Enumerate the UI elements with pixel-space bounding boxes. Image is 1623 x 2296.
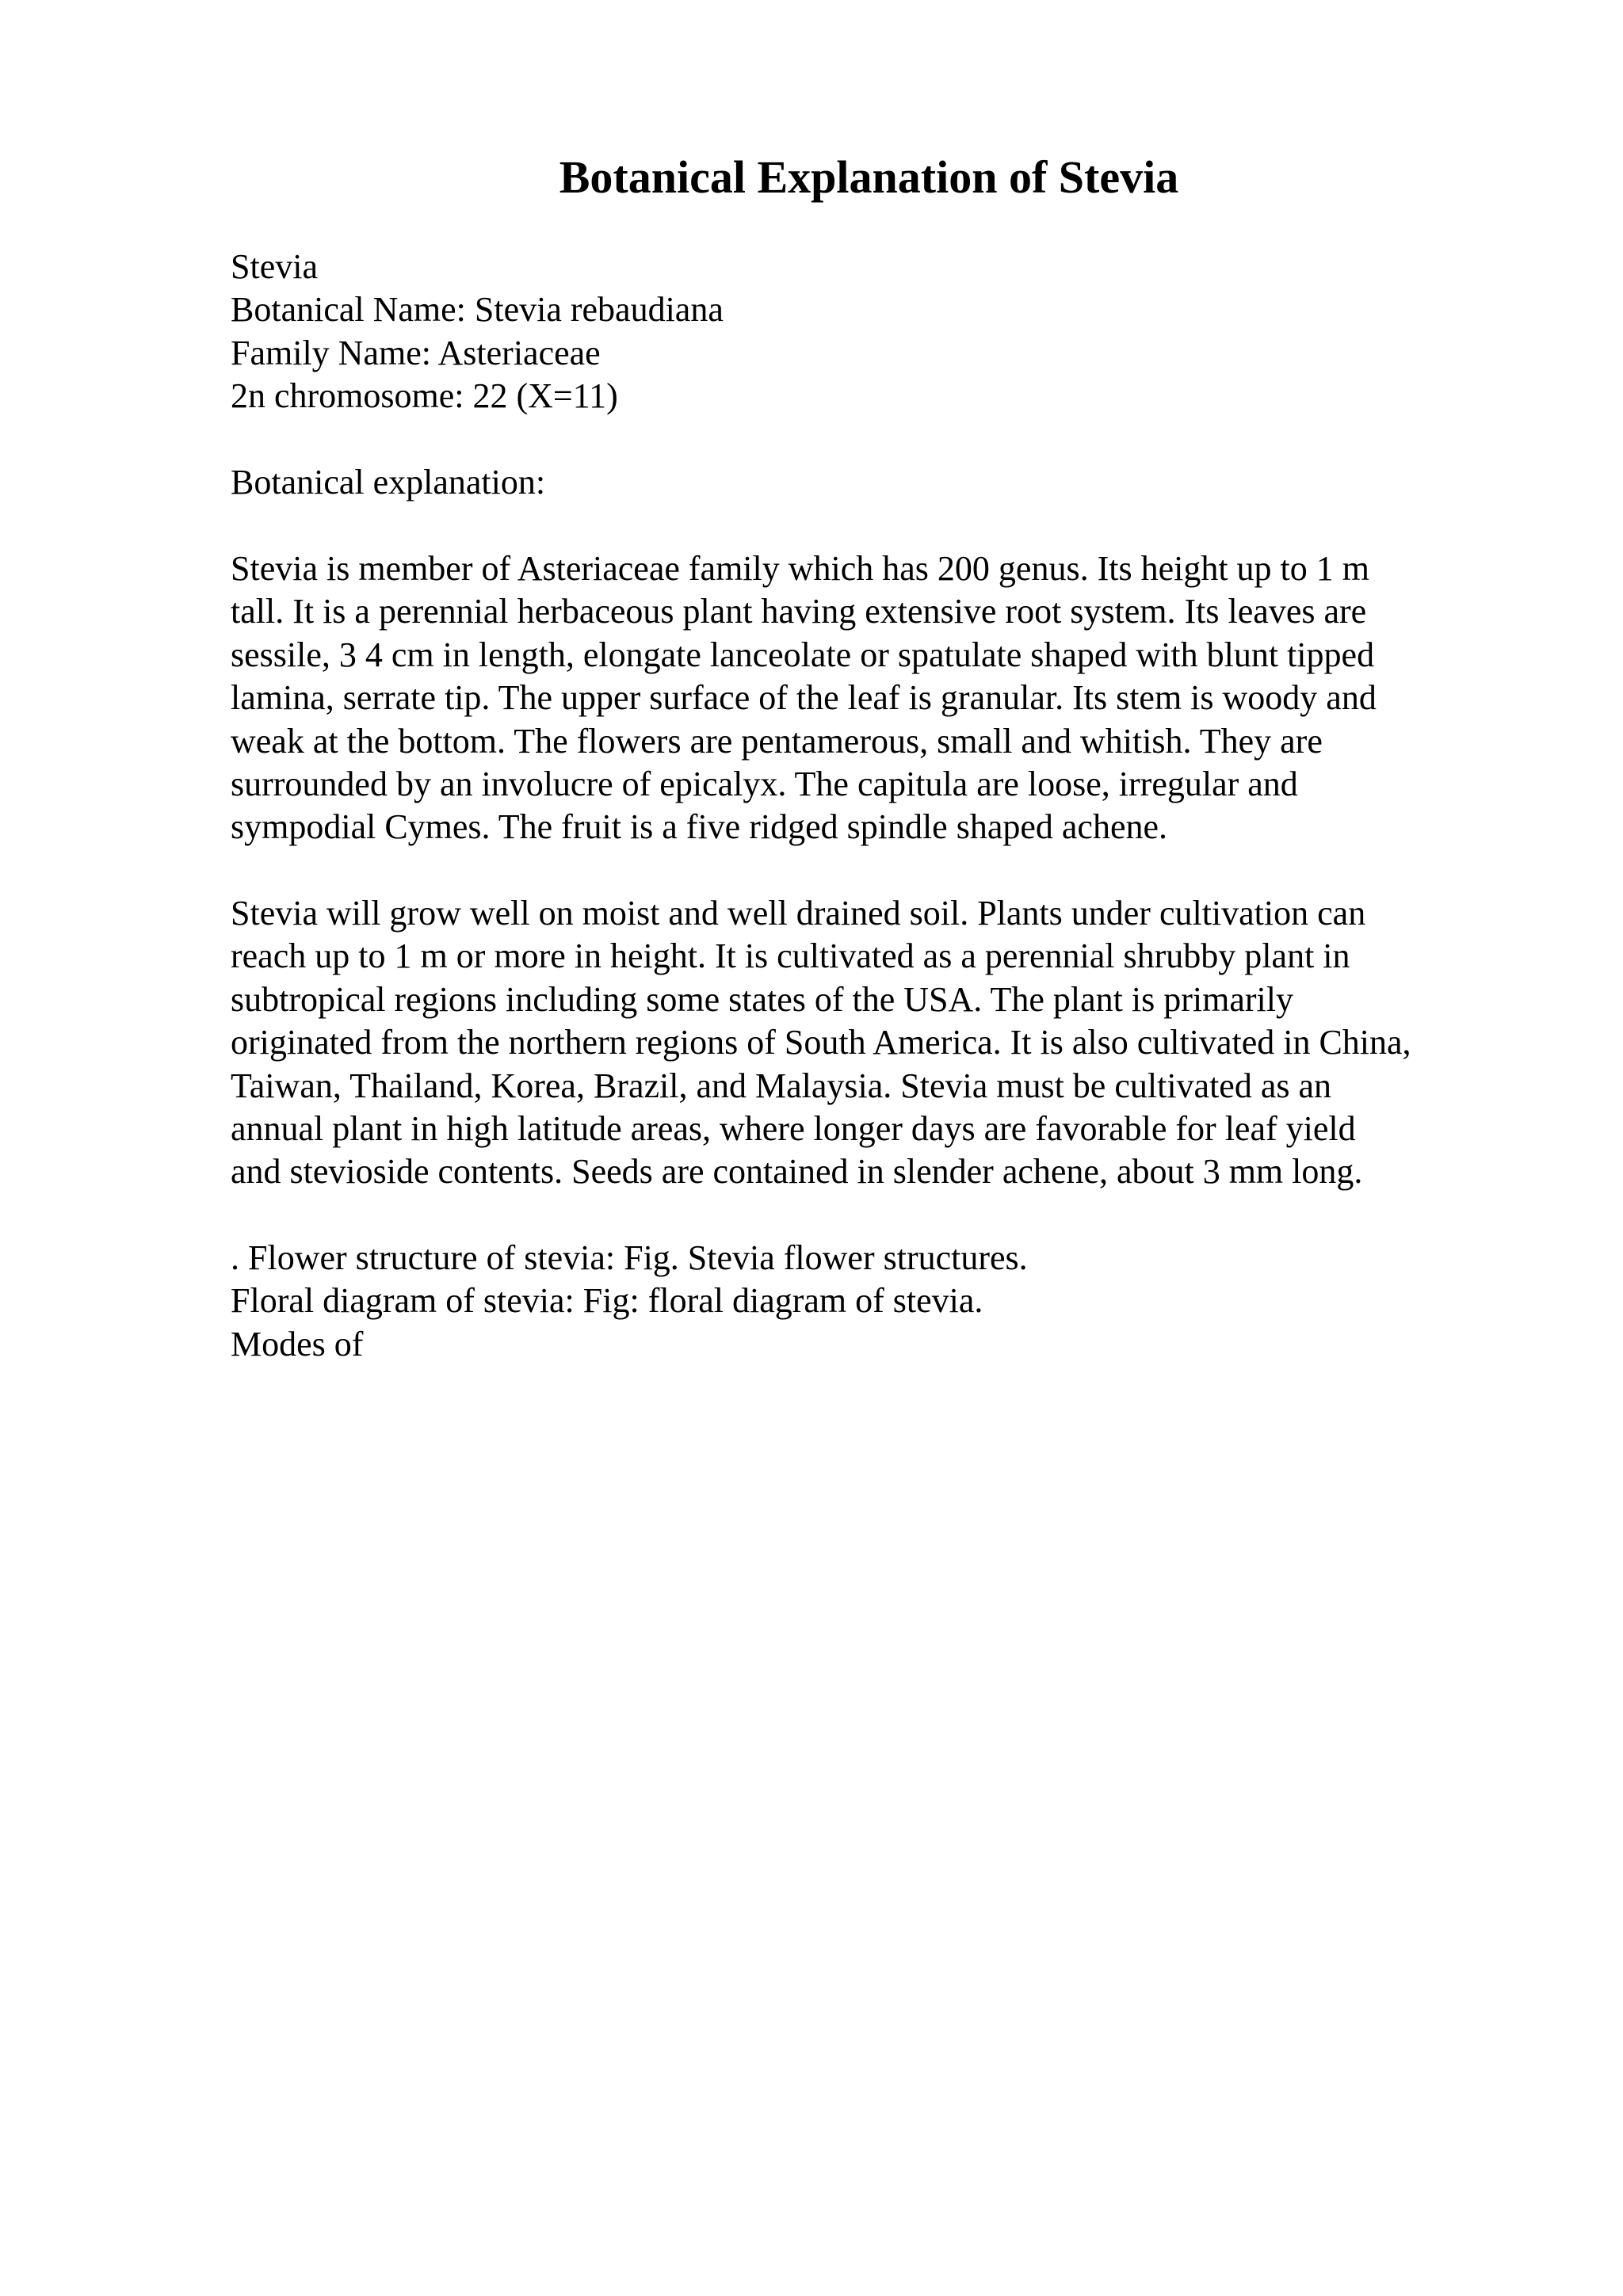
paragraph-line: sympodial Cymes. The fruit is a five ridged spindle shaped achene. [231, 807, 1168, 847]
paragraph-line: originated from the northern regions of South America. It is also cultivated in China, [231, 1023, 1411, 1062]
paragraph-line: weak at the bottom. The flowers are pentamerous, small and whitish. They are [231, 721, 1323, 761]
paragraph-line: tall. It is a perennial herbaceous plant having extensive root system. Its leaves are [231, 592, 1367, 631]
paragraph-line: lamina, serrate tip. The upper surface of the leaf is granular. Its stem is woody and [231, 678, 1377, 718]
document-title: Botanical Explanation of Stevia [559, 151, 1179, 203]
section-heading: Botanical explanation: [231, 463, 546, 502]
paragraph-line: Stevia is member of Asteriaceae family which has 200 genus. Its height up to 1 m [231, 549, 1370, 588]
floral-diagram-line: Floral diagram of stevia: Fig: floral diagram of stevia. [231, 1281, 983, 1321]
figure-references-block [231, 1237, 1514, 1366]
paragraph-line: and stevioside contents. Seeds are contained in slender achene, about 3 mm long. [231, 1152, 1363, 1192]
botanical-name-line: Botanical Name: Stevia rebaudiana [231, 290, 724, 330]
paragraph-line: reach up to 1 m or more in height. It is cultivated as a perennial shrubby plant in [231, 936, 1350, 976]
paragraph-line: sessile, 3 4 cm in length, elongate lanceolate or spatulate shaped with blunt tipped [231, 635, 1375, 674]
paragraph-line: Stevia will grow well on moist and well drained soil. Plants under cultivation can [231, 894, 1366, 933]
plant-info-block [231, 246, 1514, 418]
chromosome-line: 2n chromosome: 22 (X=11) [231, 376, 618, 416]
family-name-line: Family Name: Asteriaceae [231, 333, 601, 372]
flower-structure-line: . Flower structure of stevia: Fig. Stevia flower structures. [231, 1238, 1028, 1277]
paragraph-cultivation [231, 892, 1514, 1194]
paragraph-line: surrounded by an involucre of epicalyx. The capitula are loose, irregular and [231, 765, 1298, 804]
common-name-line: Stevia [231, 247, 318, 286]
modes-of-line: Modes of [231, 1324, 364, 1363]
paragraph-line: annual plant in high latitude areas, where longer days are favorable for leaf yield [231, 1109, 1356, 1149]
paragraph-line: subtropical regions including some states of the USA. The plant is primarily [231, 979, 1293, 1019]
paragraph-line: Taiwan, Thailand, Korea, Brazil, and Malaysia. Stevia must be cultivated as an [231, 1066, 1332, 1105]
section-heading-block [231, 461, 1514, 504]
paragraph-description [231, 547, 1514, 849]
